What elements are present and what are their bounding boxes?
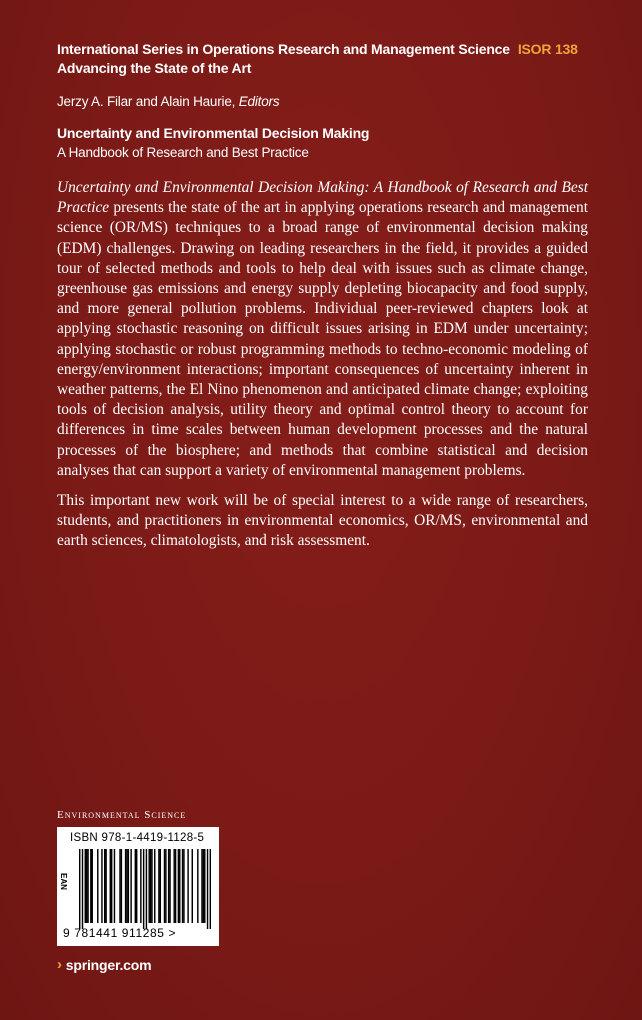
barcode-bar (101, 849, 102, 923)
barcode-bar (140, 849, 141, 923)
subject-category: Environmental Science (57, 809, 187, 821)
barcode-bar (164, 849, 165, 923)
barcode-bar (85, 849, 86, 923)
barcode-bar (125, 849, 126, 923)
barcode-bar (165, 849, 166, 923)
barcode-bar (192, 849, 193, 923)
barcode-bar (119, 849, 120, 923)
editor-names: Jerzy A. Filar and Alain Haurie, (57, 94, 236, 109)
barcode-bar (82, 849, 83, 929)
barcode-bar (121, 849, 122, 923)
ean-label: EAN (58, 873, 68, 890)
barcode-bar (150, 849, 151, 923)
barcode-bar (179, 849, 180, 923)
barcode-bar (204, 849, 205, 923)
editors-line (57, 94, 279, 109)
isbn-text: ISBN 978-1-4419-1128-5 (70, 832, 205, 844)
barcode-image (79, 849, 211, 929)
chevron-right-icon: › (57, 956, 62, 973)
barcode-bar (175, 849, 176, 923)
description-paragraph-2: This important new work will be of special interest to a wide range of researchers, students, and practitioners in environmental economics, OR/MS, environmental and earth sciences, climatologists, and risk assessment. (57, 492, 588, 550)
publisher-url: springer.com (65, 956, 152, 973)
series-tagline: Advancing the State of the Art (57, 60, 252, 76)
barcode-bar (158, 849, 159, 923)
barcode-bar (97, 849, 98, 923)
publisher-link[interactable] (57, 956, 151, 973)
barcode-bar (135, 849, 136, 923)
editor-role: Editors (238, 94, 280, 109)
description-title-italic: Uncertainty and Environmental Decision Making: A Handbook of Research and Best Practice (57, 179, 588, 217)
barcode-bar (87, 849, 88, 923)
barcode-bar (92, 849, 93, 923)
barcode-bar (173, 849, 174, 923)
description-paragraph-1 (57, 178, 588, 481)
barcode-bar (128, 849, 129, 923)
barcode-bar (187, 849, 188, 923)
barcode-bar (146, 849, 147, 929)
barcode-bar (130, 849, 131, 923)
barcode-box (57, 827, 219, 946)
series-title: International Series in Operations Research and Management Science (57, 41, 510, 57)
barcode-bar (168, 849, 169, 923)
barcode-digits: 9 781441 911285 > (63, 926, 177, 940)
barcode-bar (111, 849, 112, 923)
barcode-bar (210, 849, 211, 929)
barcode-bar (178, 849, 179, 923)
barcode-bar (148, 849, 149, 923)
barcode-bar (183, 849, 184, 923)
series-header (57, 40, 617, 78)
barcode-bar (86, 849, 87, 923)
barcode-bar (160, 849, 161, 923)
barcode-bar (105, 849, 106, 923)
barcode-bar (197, 849, 198, 923)
barcode-bar (126, 849, 127, 923)
barcode-bar (90, 849, 91, 923)
barcode-bar (203, 849, 204, 923)
series-number: ISOR 138 (517, 41, 578, 57)
barcode-bar (143, 849, 144, 929)
barcode-bar (79, 849, 80, 929)
barcode-bar (114, 849, 115, 923)
barcode-bar (151, 849, 152, 923)
book-subtitle: A Handbook of Research and Best Practice (57, 145, 309, 160)
barcode-bar (104, 849, 105, 923)
barcode-bar (182, 849, 183, 923)
barcode-bar (207, 849, 208, 929)
barcode-bar (154, 849, 155, 923)
description (57, 178, 588, 552)
barcode-bar (110, 849, 111, 923)
description-paragraph-1-text: presents the state of the art in applying operations research and management science (OR/MS) techniques to a broad range of environmental decision making (EDM) challenges. Drawing on leading researchers in the field, it provides a guided tour of selected methods and tools to help deal with issues such as climate change, greenhouse gas emissions and energy supply depleting biocapacity and food supply, and more general pollution problems. Individual peer-reviewed chapters look at applying stochastic reasoning on difficult issues arising in EDM under uncertainty; applying stochastic or robust programming methods to techno-economic modeling of energy/environment interactions; important consequences of uncertainty inherent in weather patterns, the El Nino phenomenon and anticipated climate change; exploiting tools of decision analysis, utility theory and optimal control theory to account for differences in time scales between human development processes and the natural processes of the biosphere; and methods that combine statistical and decision analyses that can support a variety of environmental management problems. (57, 199, 588, 479)
barcode-bar (201, 849, 202, 923)
barcode-bar (136, 849, 137, 923)
barcode-bar (169, 849, 170, 923)
book-title: Uncertainty and Environmental Decision Making (57, 125, 370, 141)
